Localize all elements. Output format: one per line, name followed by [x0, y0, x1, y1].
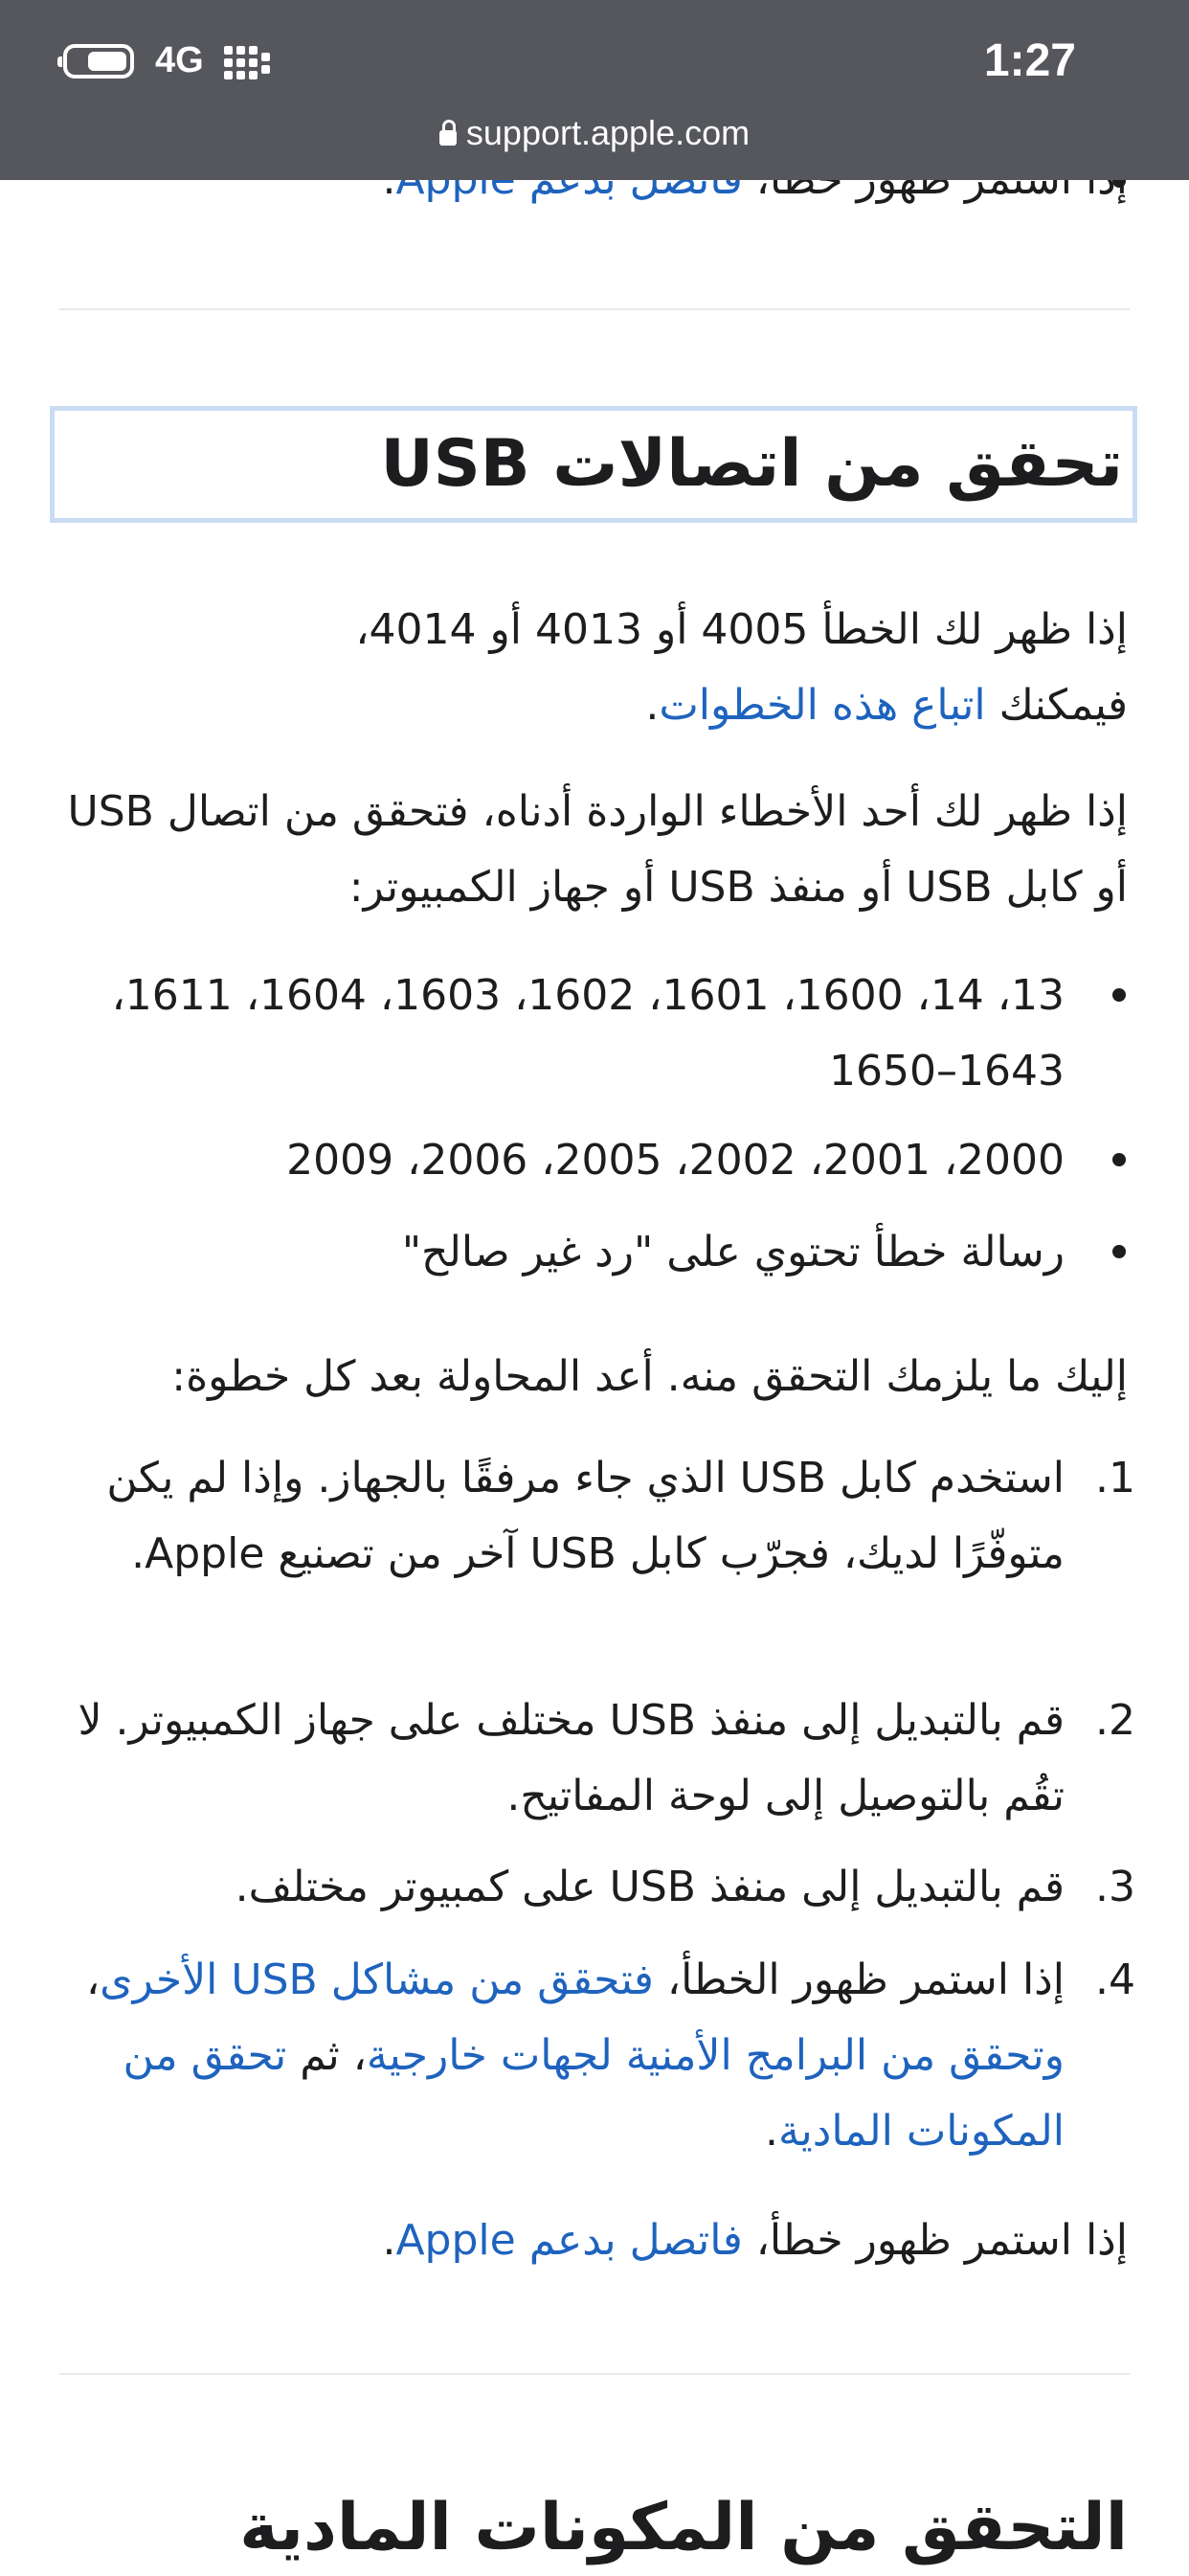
invalid-response-item: رسالة خطأ تحتوي على "رد غير صالح" [401, 1228, 1065, 1277]
error-codes-item: 13، 14، 1600، 1601، 1602، 1603، 1604، 1611، 1643–1650 [111, 971, 1065, 1096]
check-intro-paragraph: إليك ما يلزمك التحقق منه. أعد المحاولة بعد كل خطوة: [171, 1352, 1128, 1401]
errors-paragraph-suffix: . [645, 681, 660, 730]
step-item [50, 1942, 1065, 2169]
step4-suffix: . [764, 2107, 778, 2156]
step-item: استخدم كابل USB الذي جاء مرفقًا بالجهاز. وإذا لم يكن متوفّرًا لديك، فجرّب كابل USB آخر من تصنيع Apple. [106, 1454, 1065, 1578]
step-number: 2. [1095, 1696, 1135, 1745]
clock: 1:27 [983, 35, 1076, 86]
usb-issues-link[interactable]: فتحقق من مشاكل USB الأخرى [100, 1955, 654, 2004]
section-divider [59, 2373, 1130, 2375]
error-codes-item: 2000، 2001، 2002، 2005، 2006، 2009 [286, 1136, 1065, 1185]
errors-paragraph-line1: إذا ظهر لك الخطأ 4005 أو 4013 أو 4014، [355, 605, 1128, 654]
step-number: 4. [1095, 1955, 1135, 2004]
battery-icon [63, 44, 134, 79]
bullet-dot [1112, 1245, 1126, 1258]
step4-separator: ، ثم [286, 2031, 367, 2080]
step4-separator: ، [85, 1955, 101, 2004]
step-number: 1. [1095, 1454, 1135, 1503]
step-item: قم بالتبديل إلى منفذ USB على كمبيوتر مختلف. [235, 1863, 1065, 1911]
lock-icon [439, 130, 457, 146]
step-number: 3. [1095, 1863, 1135, 1911]
signal-icon [224, 46, 274, 80]
url-text: support.apple.com [465, 113, 751, 152]
follow-steps-link[interactable]: اتباع هذه الخطوات [659, 681, 986, 730]
status-bar [0, 0, 1189, 180]
security-software-link[interactable]: وتحقق من البرامج الأمنية لجهات خارجية [366, 2031, 1065, 2080]
bullet-dot [1112, 988, 1126, 1002]
section-heading: تحقق من اتصالات USB [50, 406, 1137, 523]
step-item: قم بالتبديل إلى منفذ USB مختلف على جهاز الكمبيوتر. لا تقُم بالتوصيل إلى لوحة المفاتيح. [78, 1696, 1065, 1820]
intro-paragraph: إذا ظهر لك أحد الأخطاء الواردة أدناه، فتحقق من اتصال USB أو كابل USB أو منفذ USB أو جهاز الكمبيوتر: [67, 787, 1128, 912]
address-bar[interactable] [0, 113, 1189, 153]
hardware-check-link[interactable]: تحقق من المكونات المادية [123, 2031, 1065, 2156]
errors-paragraph-prefix: فيمكنك [985, 681, 1128, 730]
errors-paragraph [56, 592, 1128, 743]
contact-prefix: إذا استمر ظهور خطأ، [742, 2216, 1128, 2265]
step4-prefix: إذا استمر ظهور الخطأ، [653, 1955, 1065, 2004]
contact-suffix: . [382, 2216, 396, 2265]
contact-apple-support-link[interactable]: فاتصل بدعم Apple [395, 2216, 743, 2265]
next-section-heading: التحقق من المكونات المادية [239, 2490, 1128, 2565]
contact-paragraph [56, 2203, 1128, 2278]
network-type: 4G [155, 40, 204, 80]
section-divider [59, 308, 1130, 310]
bullet-dot [1112, 1153, 1126, 1166]
